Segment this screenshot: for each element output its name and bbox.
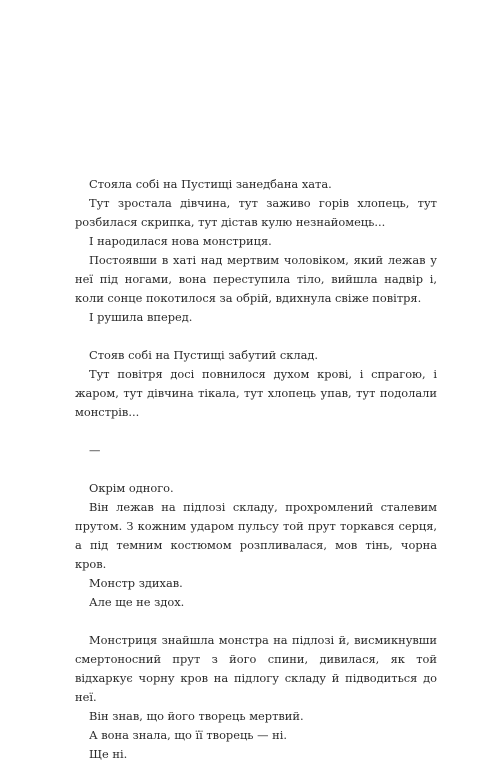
paragraph: Стояла собі на Пустищі занедбана хата. xyxy=(89,177,332,191)
paragraph: Постоявши в хаті над мертвим чоловіком, який лежав у неї під ногами, вона переступила тіло, вийшла надвір і, коли сонце покотилося за обрій, вдихнула свіже повітря. xyxy=(75,253,437,305)
paragraph: Але ще не здох. xyxy=(89,595,185,609)
paragraph: Він знав, що його творець мертвий. xyxy=(89,709,304,723)
section-gap xyxy=(75,422,437,441)
book-page xyxy=(75,175,437,764)
section-1 xyxy=(75,175,437,327)
paragraph: Тут зростала дівчина, тут заживо горів хлопець, тут розбилася скрипка, тут дістав кулю незнайомець... xyxy=(75,196,437,229)
paragraph: Монстриця знайшла монстра на підлозі й, висмикнувши смертоносний прут з його спини, дивилася, як той відхаркує чорну кров на підлогу складу й підводиться до неї. xyxy=(75,633,437,704)
paragraph: Окрім одного. xyxy=(89,481,174,495)
paragraph: Ще ні. xyxy=(89,747,128,761)
paragraph: Монстр здихав. xyxy=(89,576,183,590)
paragraph: І рушила вперед. xyxy=(89,310,193,324)
section-3 xyxy=(75,479,437,612)
paragraph: Він лежав на підлозі складу, прохромлений сталевим прутом. З кожним ударом пульсу той прут торкався серця, а під темним костюмом розпливалася, мов тінь, чорна кров. xyxy=(75,500,437,571)
section-gap xyxy=(75,612,437,631)
scene-separator: — xyxy=(89,443,101,457)
paragraph: А вона знала, що її творець — ні. xyxy=(89,728,287,742)
section-gap xyxy=(75,327,437,346)
paragraph: І народилася нова монстриця. xyxy=(89,234,272,248)
paragraph: Тут повітря досі повнилося духом крові, і спрагою, і жаром, тут дівчина тікала, тут хлопець упав, тут подолали монстрів... xyxy=(75,367,437,419)
section-2 xyxy=(75,346,437,422)
section-4 xyxy=(75,631,437,764)
section-gap xyxy=(75,460,437,479)
paragraph: Стояв собі на Пустищі забутий склад. xyxy=(89,348,319,362)
